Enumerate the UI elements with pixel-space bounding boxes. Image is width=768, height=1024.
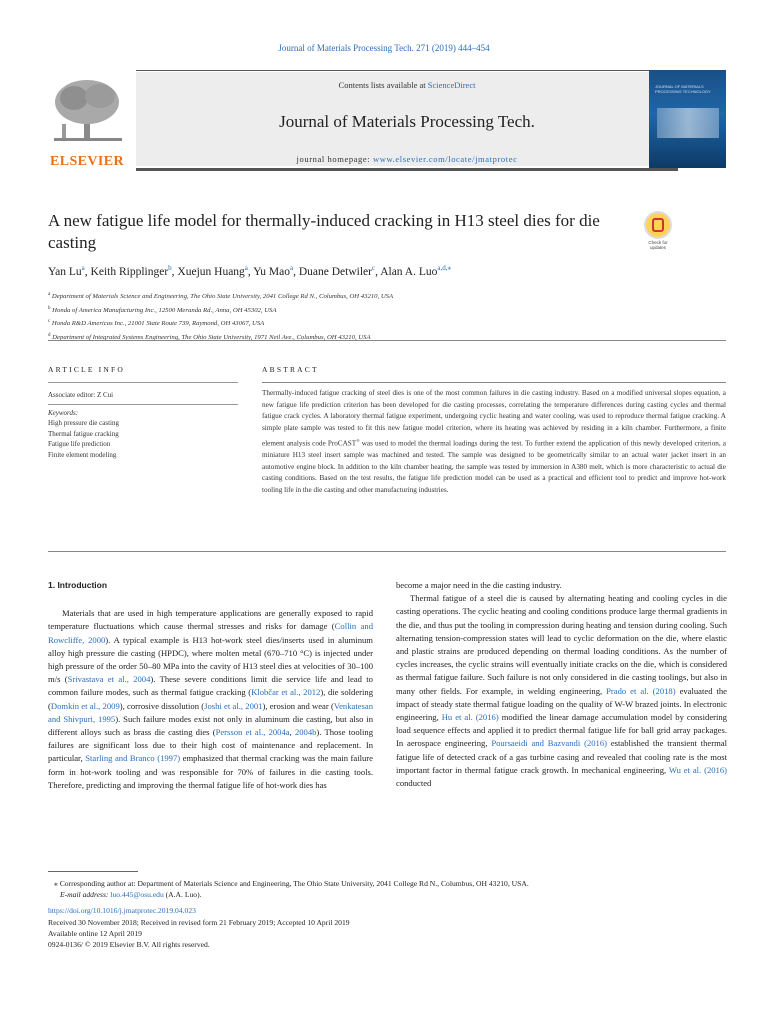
email-note: E-mail address: luo.445@osu.edu (A.A. Luo). [60, 890, 202, 900]
header-banner [136, 72, 678, 166]
available-online: Available online 12 April 2019 [48, 928, 142, 938]
keyword-item: Fatigue life prediction [48, 440, 111, 448]
keyword-list [48, 418, 238, 460]
abstract-heading: ABSTRACT [262, 365, 319, 374]
article-info-rule [48, 382, 238, 383]
article-info-rule [48, 404, 238, 405]
citation-link[interactable]: Prado et al. (2018) [606, 685, 676, 696]
author-affiliation-mark[interactable]: a [244, 264, 248, 272]
journal-header [48, 70, 726, 169]
author-name[interactable]: Duane Detwiler [298, 265, 372, 278]
author-affiliation-mark[interactable]: c [371, 264, 376, 272]
homepage-link[interactable]: www.elsevier.com/locate/jmatprotec [372, 154, 518, 164]
citation-link[interactable]: Domkin et al., 2009 [50, 700, 120, 711]
crossmark-label: Check for updates [648, 240, 668, 250]
footnote-rule [48, 871, 138, 872]
author-name[interactable]: Alan A. Luo [380, 265, 438, 278]
contents-line: Contents lists available at ScienceDirect [338, 80, 476, 90]
citation-link[interactable]: Hu et al. (2016) [441, 712, 499, 723]
citation-link[interactable]: Poursaeidi and Bazvandi (2016) [491, 738, 607, 749]
citation-link[interactable]: Wu et al. (2016) [668, 764, 727, 775]
author-affiliation-mark[interactable]: a [81, 264, 85, 272]
citation-link[interactable]: Klobčar et al., 2012 [251, 687, 321, 698]
journal-name: Journal of Materials Processing Tech. [279, 112, 535, 131]
affiliations [48, 289, 728, 344]
journal-citation[interactable]: Journal of Materials Processing Tech. 271 (2019) 444–454 [278, 43, 490, 53]
citation-link[interactable]: 2004b [294, 727, 317, 738]
sciencedirect-link[interactable]: ScienceDirect [427, 80, 476, 90]
body-paragraph: Materials that are used in high temperature applications are generally exposed to rapid temperature fluctuations which cause thermal stresses and risks for damage (Collin and Rowcliffe, 2000). A typical example is H13 hot-work steel dies/inserts used in aluminum alloy high pressure die casting (HPDC), where molten metal (670–710 °C) is injected under high pressure of the order 50–80 MPa into the cavity of H13 steel dies at velocities of 30–100 m/s (Srivastava et al., 2004). These severe conditions limit die service life and lead to common failure modes, such as thermal fatigue cracking (Klobčar et al., 2012), die soldering (Domkin et al., 2009), corrosive dissolution (Joshi et al., 2001), erosion and wear (Venkatesan and Shivpuri, 1995). Such failure modes exist not only in aluminum die casting, but also in different alloys such as brass die casting dies (Persson et al., 2004a, 2004b). Those tooling failures are significant loss due to their high cost of maintenance and replacement. In particular, Starling and Branco (1997) emphasized that thermal cracking was the main failure form in hot-work tooling and was responsible for 70% of failures in die casting tools. Therefore, predicting and improving the thermal fatigue life of hot-work dies has [48, 608, 374, 790]
keyword-item: Finite element modeling [48, 450, 117, 459]
body-paragraph: Thermal fatigue of a steel die is caused by alternating heating and cooling cycles in die casting operations. The cyclic heating and cooling conditions produce large thermal gradients in the die, and thus put the tooling in compression during heating and tension during cooling. Such alternating tension-compression states will lead to cyclic deformation on the die, where elastic and plastic strains are produced depending on thermal loading conditions. As the number of cycles increases, the cyclic strains will eventually initiate cracks on the die, which is considered as thermal fatigue failure. Such failure is not only considered in die casting toolings, but also in many other fields. For example, in welding engineering, Prado et al. (2018) evaluated the impact of steady state thermal fatigue loading on the quality of W-W brazed joints. In electronic engineering, Hu et al. (2016) modified the linear damage accumulation model by considering load sequence effects and applied it to predict thermal fatigue life for ball grid array packages. In aerospace engineering, Poursaeidi and Bazvandi (2016) established the transient thermal fatigue life of detected crack of a gas turbine casing and revealed that cooling rate is the most important factor in thermal fatigue crack growth. In mechanical engineering, Wu et al. (2016) conducted [396, 593, 727, 789]
received-dates: Received 30 November 2018; Received in revised form 21 February 2019; Accepted 10 April 2019 [48, 917, 350, 927]
section-heading: 1. Introduction [48, 580, 108, 590]
header-bottom-rule [136, 168, 678, 171]
body-left-column [48, 579, 373, 792]
author-name[interactable]: Yan Lu [48, 265, 82, 278]
article-title: A new fatigue life model for thermally-induced cracking in H13 steel dies for die casting [48, 211, 600, 252]
homepage-line: journal homepage: www.elsevier.com/locate/jmatprotec [296, 154, 518, 164]
cover-title: JOURNAL OF MATERIALS PROCESSING TECHNOLOGY [655, 84, 711, 94]
header-top-rule [136, 70, 678, 71]
abstract-rule [262, 382, 726, 383]
author-name[interactable]: Yu Mao [253, 265, 290, 278]
author-affiliation-mark[interactable]: a [289, 264, 294, 272]
author-affiliation-mark[interactable]: b [168, 264, 172, 272]
citation-link[interactable]: Collin and Rowcliffe, 2000 [48, 621, 373, 645]
citation-link[interactable]: Persson et al., 2004a [215, 727, 290, 738]
keyword-item: Thermal fatigue cracking [48, 429, 119, 438]
elsevier-wordmark: ELSEVIER [50, 154, 125, 169]
cover-photo [657, 108, 719, 138]
section-divider [48, 340, 726, 341]
email-link[interactable]: luo.445@osu.edu [110, 890, 164, 900]
article-info-panel [48, 382, 238, 460]
author-list: Yan Lu$^a$, Keith Ripplinger$^b$, Xuejun Huang$^a$, Yu Mao$^a$, Duane Detwiler$^c$, Alan A. Luo$^{a,d,⁎}$ [48, 264, 451, 278]
author-name[interactable]: Xuejun Huang [177, 265, 245, 278]
associate-editor: Associate editor: Z Cui [48, 391, 114, 399]
elsevier-tree-logo [48, 76, 128, 168]
body-paragraph: become a major need in the die casting industry. [396, 580, 562, 590]
citation-link[interactable]: Venkatesan and Shivpuri, 1995 [48, 700, 373, 724]
affiliation-item: $^a$ Department of Materials Science and Engineering, The Ohio State University, 2041 College Rd N., Columbus, OH 43210, USA [48, 292, 394, 301]
footnotes [48, 878, 728, 950]
copyright: 0924-0136/ © 2019 Elsevier B.V. All rights reserved. [48, 940, 210, 950]
article-info-heading: ARTICLE INFO [48, 365, 125, 374]
author-affiliation-mark[interactable]: a,d,⁎ [437, 264, 451, 272]
body-right-column [396, 579, 727, 790]
crossmark-button[interactable] [640, 211, 676, 251]
keywords-label: Keywords: [48, 408, 79, 417]
citation-link[interactable]: Starling and Branco (1997) [85, 753, 181, 764]
section-divider [48, 551, 726, 552]
citation-link[interactable]: Joshi et al., 2001 [204, 700, 263, 711]
abstract-text: Thermally-induced fatigue cracking of steel dies is one of the most common failures in die casting industry. Based on a modified universal slopes equation, a new fatigue life prediction criterion has been developed for die casting processes, correlating the temperature differences during casting cycles and thermal fatigue crack cycles. A laboratory thermal fatigue experiment, undergoing cyclic heating and water cooling, was used to reproduce thermal fatigue cracking. A simple plate sample was tested to fit this new fatigue model criterion, where its heating was achieved by residing in a kiln chamber. Furthermore, a finite element analysis code ProCAST® was used to model the thermal loadings during the test. To further extend the application of this newly developed criterion, a miniature H13 steel insert sample was machined and tested. The sample was designed to be geometrically similar to an actual water jacket insert in an automotive engine block. In addition to the kiln chamber heating, the sample was tested by immersion in A380 melt, which is more characteristic to actual die casting conditions. Based on the test results, the fatigue life prediction model can be used as a practical and efficient tool to predict and improve hot-work tooling life in the die casting and other manufacturing industries. [262, 389, 726, 495]
citation-link[interactable]: Srivastava et al., 2004 [67, 674, 151, 685]
affiliation-item: $^c$ Honda R&D Americas Inc., 21001 State Route 739, Raymond, OH 43067, USA [48, 319, 265, 328]
corresponding-author-note: ⁎ Corresponding author at: Department of Materials Science and Engineering, The Ohio State University, 2041 College Rd N., Columbus, OH 43210, USA. [54, 879, 529, 888]
affiliation-item: $^b$ Honda of America Manufacturing Inc., 12500 Meranda Rd., Anna, OH 45302, USA [48, 305, 277, 314]
affiliation-item: $^d$ Department of Integrated Systems Engineering, The Ohio State University, 1971 Neil Ave., Columbus, OH 43210, USA [48, 332, 371, 342]
author-name[interactable]: Keith Ripplinger [90, 265, 169, 278]
keyword-item: High pressure die casting [48, 419, 119, 427]
journal-cover-image [649, 70, 726, 168]
doi-link[interactable]: https://doi.org/10.1016/j.jmatprotec.2019.04.023 [48, 906, 196, 916]
crossmark-icon [644, 211, 672, 239]
